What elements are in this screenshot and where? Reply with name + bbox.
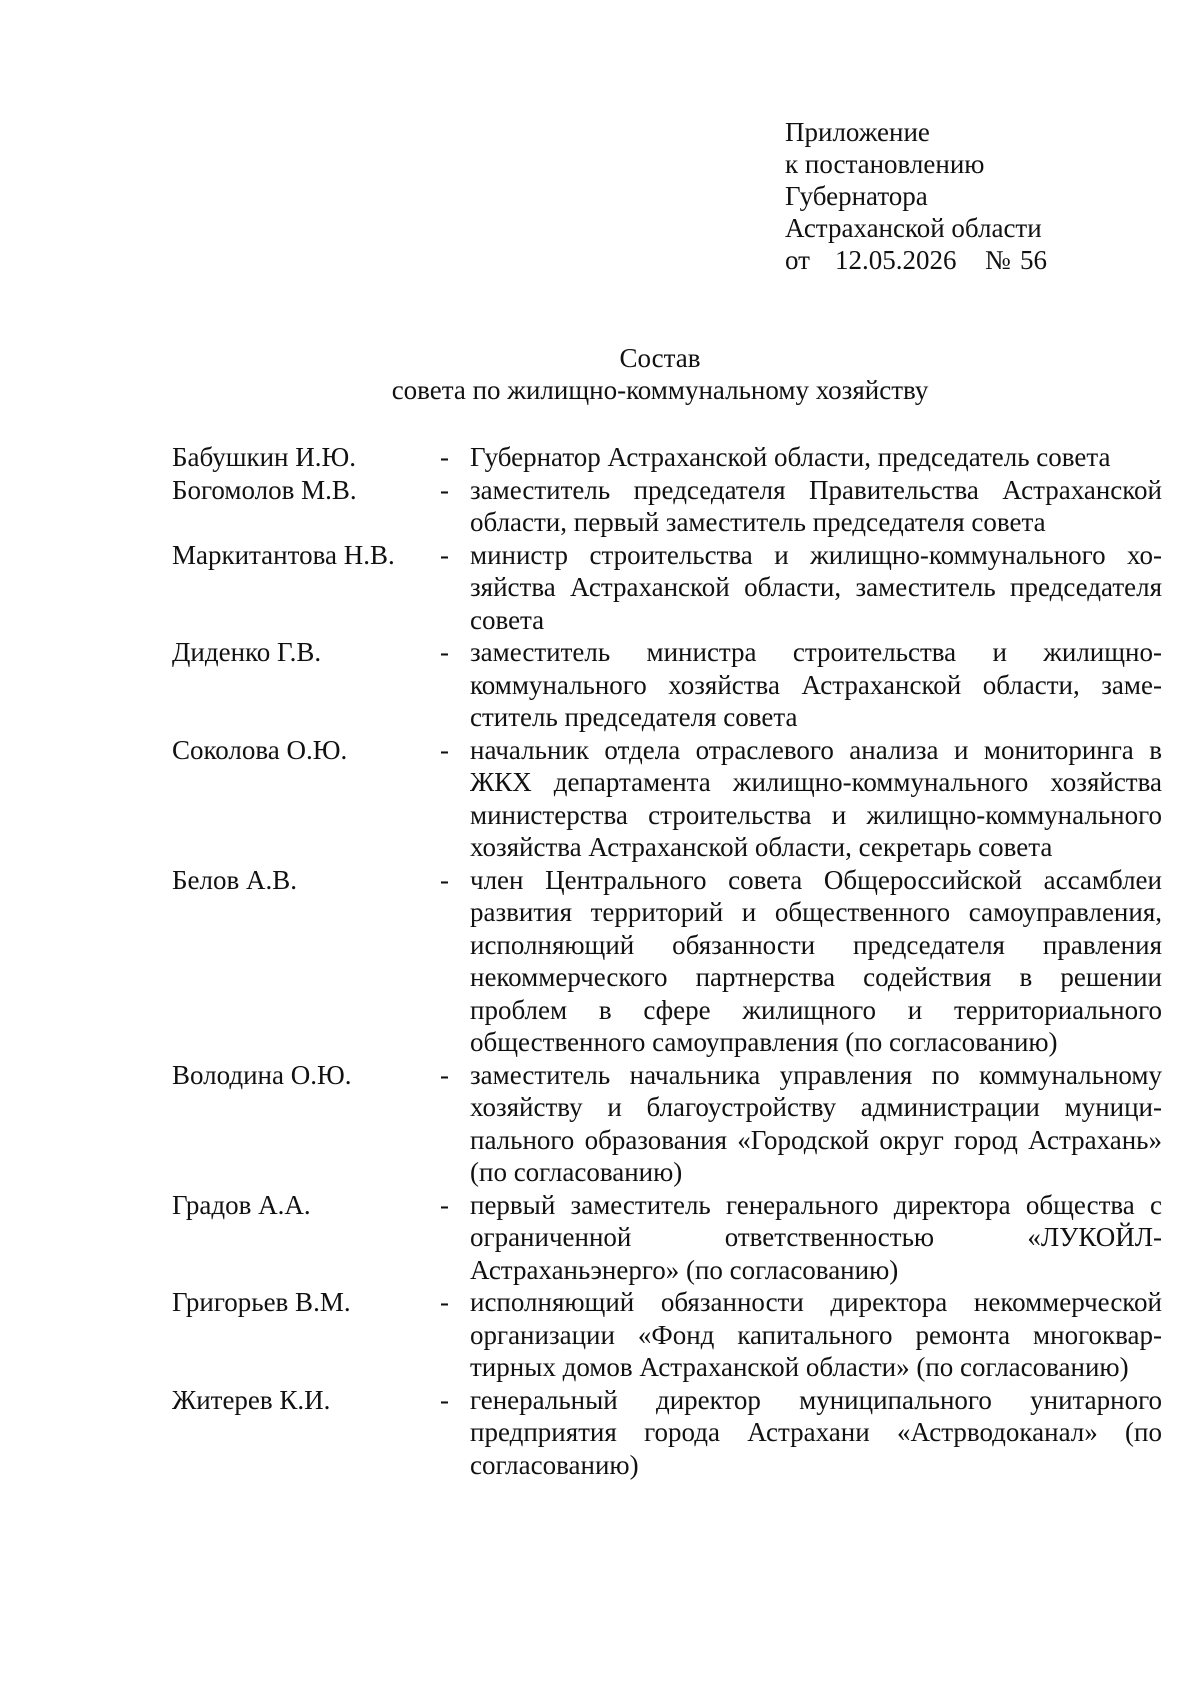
member-dash: -	[440, 637, 449, 667]
member-dash: -	[440, 1384, 449, 1415]
member-role: заместитель министра строительства и жилищно-коммунального хозяйства Астраханской области, заместитель председателя совета	[470, 637, 1162, 732]
member-role: министр строительства и жилищно-коммунального хозяйства Астраханской области, заместитель председателя совета	[470, 539, 1162, 635]
member-name: Диденко Г.В.	[172, 637, 322, 667]
appendix-line-4: Астраханской области	[785, 213, 1042, 243]
title-line-1: Состав	[619, 343, 701, 373]
member-name: Володина О.Ю.	[172, 1059, 352, 1090]
title-line-2: совета по жилищно-коммунальному хозяйству	[391, 375, 929, 405]
member-row	[172, 864, 1162, 1059]
member-role: начальник отдела отраслевого анализа и мониторинга в ЖКХ департамента жилищно-коммунального хозяйства министерства строительства и жилищно-коммунального хозяйства Астраханской области, секретарь совета	[470, 734, 1162, 862]
member-dash: -	[440, 1287, 449, 1317]
member-role: первый заместитель генерального директора общества с ограниченной ответственностью «ЛУКОЙЛ-Астраханьэнерго» (по согласованию)	[470, 1189, 1162, 1285]
member-name: Богомолов М.В.	[172, 474, 357, 505]
appendix-line-3: Губернатора	[785, 181, 928, 211]
member-row	[172, 539, 1162, 637]
date-prefix: от	[785, 245, 810, 275]
member-row	[172, 1384, 1162, 1482]
member-role: член Центрального совета Общероссийской ассамблеи развития территорий и общественного самоуправления, исполняющий обязанности председателя правления некоммерческого партнерства содействия в решении проблем в сфере жилищного и территориального общественного самоуправления (по согласованию)	[470, 864, 1162, 1057]
member-row	[172, 441, 1162, 474]
document-number: 56	[1020, 245, 1047, 275]
member-row	[172, 1286, 1162, 1384]
document-title	[0, 342, 1200, 406]
appendix-line-2: к постановлению	[785, 149, 985, 179]
member-name: Житерев К.И.	[172, 1384, 331, 1415]
number-sign: №	[985, 245, 1011, 275]
member-name: Белов А.В.	[172, 864, 297, 895]
member-row	[172, 1189, 1162, 1287]
member-name: Градов А.А.	[172, 1189, 311, 1220]
member-dash: -	[440, 474, 449, 505]
appendix-line-1: Приложение	[785, 117, 930, 147]
member-name: Соколова О.Ю.	[172, 734, 348, 765]
member-row	[172, 636, 1162, 734]
document-date: 12.05.2026	[835, 245, 957, 275]
member-dash: -	[440, 864, 449, 895]
appendix-date-line	[785, 244, 1165, 276]
member-name: Маркитантова Н.В.	[172, 539, 395, 570]
members-list	[172, 441, 1162, 1481]
member-role: Губернатор Астраханской области, председатель совета	[470, 442, 1111, 472]
member-row	[172, 474, 1162, 539]
member-name: Бабушкин И.Ю.	[172, 442, 357, 472]
member-dash: -	[440, 1189, 449, 1220]
member-dash: -	[440, 442, 449, 472]
member-name: Григорьев В.М.	[172, 1287, 351, 1317]
member-role: заместитель председателя Правительства Астраханской области, первый заместитель председателя совета	[470, 474, 1162, 537]
member-row	[172, 734, 1162, 864]
member-role: исполняющий обязанности директора некоммерческой организации «Фонд капитального ремонта многоквартирных домов Астраханской области» (по согласованию)	[470, 1287, 1162, 1382]
member-role: заместитель начальника управления по коммунальному хозяйству и благоустройству администрации муниципального образования «Городской округ город Астрахань» (по согласованию)	[470, 1059, 1162, 1187]
member-row	[172, 1059, 1162, 1189]
member-dash: -	[440, 1059, 449, 1090]
member-dash: -	[440, 734, 449, 765]
member-dash: -	[440, 539, 449, 570]
appendix-header	[785, 116, 1165, 276]
member-role: генеральный директор муниципального унитарного предприятия города Астрахани «Астрводоканал» (по согласованию)	[470, 1384, 1162, 1480]
